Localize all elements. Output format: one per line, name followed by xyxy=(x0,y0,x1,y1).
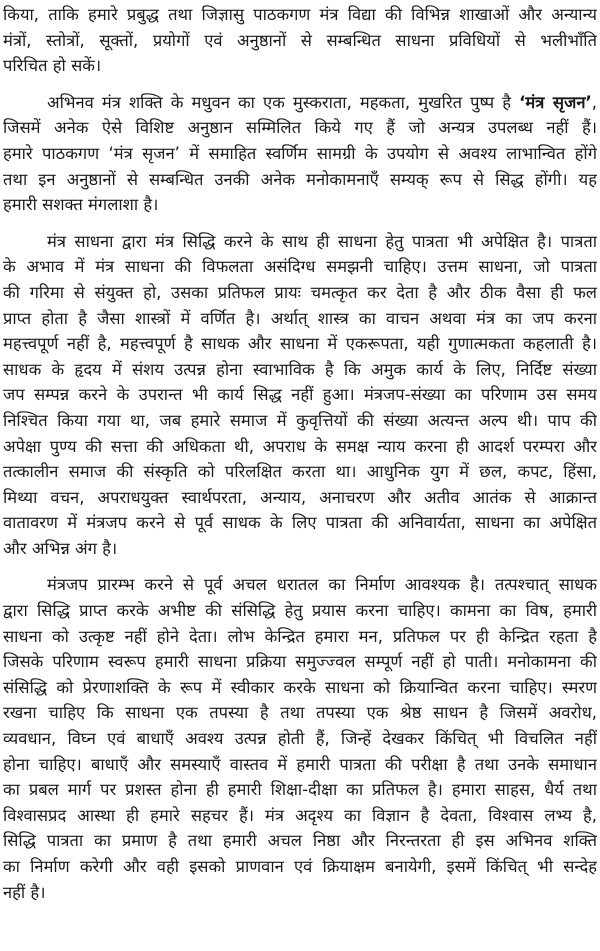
text-line: साधना को उत्कृष्ट नहीं होने देता। लोभ केन्द्रित हमारा मन, प्रतिफल पर ही केन्द्रित रहता है xyxy=(3,626,597,646)
text-line: मंत्रजप प्रारम्भ करने से पूर्व अचल धरातल का निर्माण आवश्यक है। तत्पश्चात् साधक xyxy=(47,575,597,595)
text-line: मिथ्या वचन, अपराधयुक्त स्वार्थपरता, अन्याय, अनाचरण और अतीव आतंक से आक्रान्त xyxy=(3,487,597,507)
text-line: होना चाहिए। बाधाएँ और समस्याएँ वास्तव में हमारी पात्रता की परीक्षा है तथा उनके समाधान xyxy=(3,754,597,774)
text-line: व्यवधान, विघ्न एवं बाधाएँ अवश्य उत्पन्न होती हैं, जिन्हें देखकर किंचित् भी विचलित नहीं xyxy=(3,729,597,749)
text-line: किया, ताकि हमारे प्रबुद्ध तथा जिज्ञासु पाठकगण मंत्र विद्या की विभिन्न शाखाओं और अन्यान्य xyxy=(3,5,597,24)
text-line: के अभाव में मंत्र साधना की विफलता असंदिग्ध समझनी चाहिए। उत्तम साधना, जो पात्रता xyxy=(3,257,597,277)
text-line: का प्रबल मार्ग पर प्रशस्त होना ही हमारी शिक्षा-दीक्षा का प्रतिफल है। हमारा साहस, धैर्य तथा xyxy=(3,780,597,800)
text-line: परिचित हो सकें। xyxy=(3,56,102,76)
text-line: नहीं है। xyxy=(3,882,46,902)
text-line: जिसके परिणाम स्वरूप हमारी साधना प्रक्रिया समुज्ज्वल सम्पूर्ण नहीं हो पाती। मनोकामना की xyxy=(3,652,597,672)
text-line: प्राप्त होता है जैसा शास्त्रों में वर्णित है। अर्थात् शास्त्र का वाचन अथवा मंत्र का जप करना xyxy=(3,308,597,328)
text-line: अपेक्षा पुण्य की सत्ता की अधिकता थी, अपराध के समक्ष न्याय करना ही आदर्श परम्परा और xyxy=(3,436,597,456)
text-line: वातावरण में मंत्रजप करने से पूर्व साधक के लिए पात्रता की अनिवार्यता, साधना का अपेक्षित xyxy=(3,513,597,533)
text-line: तत्कालीन समाज की संस्कृति को परिलक्षित करता था। आधुनिक युग में छल, कपट, हिंसा, xyxy=(3,462,597,482)
text-line: विश्वासप्रद आस्था ही हमारे सहचर हैं। मंत्र अदृश्य का विज्ञान है देवता, विश्वास लभ्य है, xyxy=(3,805,597,825)
text-line: संसिद्धि को प्रेरणाशक्ति के रूप में स्वीकार करके साधना को क्रियान्वित करना चाहिए। स्मरण xyxy=(3,677,597,697)
text-line: जप सम्पन्न करने के उपरान्त भी कार्य सिद्ध नहीं हुआ। मंत्रजप-संख्या का परिणाम उस समय xyxy=(3,385,597,405)
book-title-emphasis: ‘मंत्र सृजन’ xyxy=(519,92,592,112)
text-line: का निर्माण करेगी और वही इसको प्राणवान एवं क्रियाक्षम बनायेगी, इसमें किंचित् भी सन्देह xyxy=(3,857,597,876)
text-line: द्वारा सिद्धि प्राप्त करके अभीष्ट की संसिद्धि हेतु प्रयास करना चाहिए। कामना का विष, हमारी xyxy=(3,601,597,621)
text-line: हमारी सशक्त मंगलाशा है। xyxy=(3,195,159,215)
paragraph xyxy=(3,2,597,79)
text-line: जिसमें अनेक ऐसे विशिष्ट अनुष्ठान सम्मिलित किये गए हैं जो अन्यत्र उपलब्ध नहीं हैं। xyxy=(3,118,597,138)
text-line: मंत्र साधना द्वारा मंत्र सिद्धि करने के साथ ही साधना हेतु पात्रता भी अपेक्षित है। पात्रता xyxy=(47,231,597,251)
text-line: और अभिन्न अंग है। xyxy=(3,538,118,558)
paragraph xyxy=(3,90,597,218)
text-line: मंत्रों, स्तोत्रों, सूक्तों, प्रयोगों एवं अनुष्ठानों से सम्बन्धित साधना प्रविधियों से भलीभाँति xyxy=(3,30,597,50)
text-line: निश्चित किया गया था, जब हमारे समाज में कुवृत्तियों की संख्या अत्यन्त अल्प थी। पाप की xyxy=(3,410,597,430)
text-line: रखना चाहिए कि साधना एक तपस्या है तथा तपस्या एक श्रेष्ठ साधन है जिसमें अवरोध, xyxy=(3,703,597,723)
paragraph xyxy=(3,229,597,562)
text-line: महत्त्वपूर्ण नहीं है, महत्त्वपूर्ण है साधक और साधना में एकरूपता, यही गुणात्मकता कहलाती है। xyxy=(3,334,597,354)
text-line: हमारे पाठकगण ‘मंत्र सृजन’ में समाहित स्वर्णिम सामग्री के उपयोग से अवश्य लाभान्वित होंगे xyxy=(3,143,597,163)
text-line: अभिनव मंत्र शक्ति के मधुवन का एक मुस्कराता, महकता, मुखरित पुष्प है ‘मंत्र सृजन’, xyxy=(47,92,597,112)
text-line: की गरिमा से संयुक्त हो, उसका प्रतिफल प्रायः चमत्कृत कर देता है और ठीक वैसा ही फल xyxy=(3,282,597,302)
text-line: सिद्धि पात्रता का प्रमाण है तथा हमारी अचल निष्ठा और निरन्तरता ही इस अभिनव शक्ति xyxy=(3,831,597,851)
text-line: तथा इन अनुष्ठानों से सम्बन्धित उनकी अनेक मनोकामनाएँ सम्यक् रूप से सिद्ध होंगी। यह xyxy=(3,169,597,189)
paragraph xyxy=(3,572,597,905)
text-line: साधक के हृदय में संशय उत्पन्न होना स्वाभाविक है कि अमुक कार्य के लिए, निर्दिष्ट संख्या xyxy=(3,359,597,379)
